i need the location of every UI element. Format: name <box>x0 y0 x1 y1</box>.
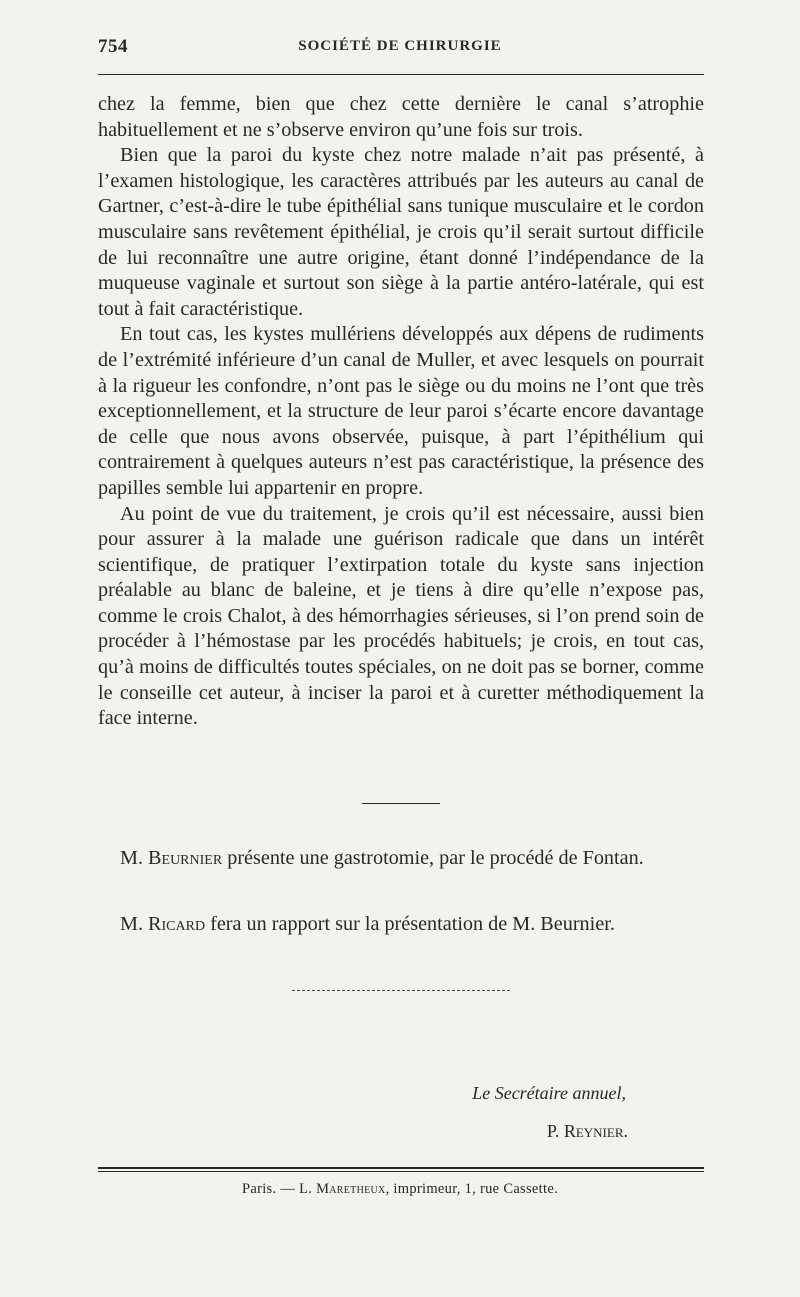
signature-title: Le Secrétaire annuel, <box>472 1083 626 1103</box>
notice-author-name: Ricard <box>148 913 206 935</box>
section-separator <box>362 803 440 804</box>
paragraph: Au point de vue du traitement, je crois qu’il est nécessaire, aussi bien pour assurer à la malade une guérison radicale que dans un intérêt scientifique, de pratiquer l’extirpation totale du kyste sans injection préalable au blanc de baleine, et je tiens à dire qu’elle n’expose pas, comme le crois Chalot, à des hémorrhagies sérieuses, si l’on prend soin de procéder à l’hémostase par les procédés habituels; je crois, en tout cas, qu’à moins de difficultés toutes spéciales, on ne doit pas se borner, comme le conseille cet auteur, à inciser la paroi et à curetter méthodiquement la face interne. <box>98 502 704 730</box>
notice-text: fera un rapport sur la présentation de M. Beurnier. <box>205 913 615 935</box>
notice-prefix: M. <box>120 913 149 935</box>
footer-rule-thick <box>98 1167 704 1169</box>
footer-rule-thin <box>98 1171 704 1172</box>
notice-ricard <box>98 912 704 938</box>
notice-beurnier <box>98 846 704 872</box>
notice-author-name: Beurnier <box>148 847 223 869</box>
paragraph: Bien que la paroi du kyste chez notre malade n’ait pas présenté, à l’examen histologique, les caractères attribués par les auteurs au canal de Gartner, c’est-à-dire le tube épithélial sans tunique musculaire et le cordon musculaire sans revêtement épithélial, je crois qu’il serait surtout difficile de lui reconnaître une autre origine, étant donné l’indépendance de la muqueuse vaginale et surtout son siège à la partie antéro-latérale, qui est tout à fait caractéristique. <box>98 144 704 320</box>
body-text <box>98 92 704 732</box>
signature-block <box>472 1081 626 1143</box>
page-number: 754 <box>98 36 128 57</box>
paragraph: En tout cas, les kystes mullériens développés aux dépens de rudiments de l’extrémité inférieure d’un canal de Muller, et avec lesquels on pourrait à la rigueur les confondre, n’ont pas le siège ou du moins ne l’ont que très exceptionnellement, et la structure de leur paroi s’écarte encore davantage de celle que nous avons observée, puisque, à part l’épithélium qui contrairement à quelques auteurs n’est pas caractéristique, la présence des papilles semble lui appartenir en propre. <box>98 323 704 499</box>
paragraph-continuation: chez la femme, bien que chez cette dernière le canal s’atrophie habituellement et ne s’observe environ qu’une fois sur trois. <box>98 93 704 141</box>
signature-name: P. Reynier. <box>546 1121 628 1141</box>
printer-imprint: Paris. — L. Maretheux, imprimeur, 1, rue Cassette. <box>242 1181 558 1197</box>
running-head: SOCIÉTÉ DE CHIRURGIE <box>298 38 502 54</box>
notice-prefix: M. <box>120 847 149 869</box>
header-rule <box>98 74 704 75</box>
closing-separator <box>292 990 510 991</box>
notice-text: présente une gastrotomie, par le procédé de Fontan. <box>222 847 644 869</box>
